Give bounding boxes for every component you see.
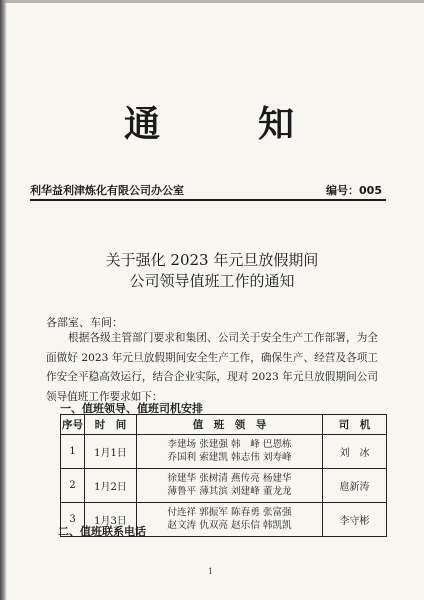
document-title-line1: 关于强化 2023 年元旦放假期间 — [105, 251, 319, 269]
header-divider — [30, 199, 386, 201]
table-row — [61, 469, 387, 503]
row-date: 1月2日 — [85, 469, 137, 503]
duty-schedule-table — [60, 414, 387, 537]
row-driver: 李守彬 — [323, 503, 387, 537]
issuing-office: 利华益利津炼化有限公司办公室 — [30, 184, 184, 197]
column-header-no: 序号 — [61, 415, 85, 435]
table-row — [61, 435, 387, 469]
salutation: 各部室、车间： — [46, 316, 123, 329]
notice-char-tong: 通 — [124, 104, 161, 145]
row-date: 1月3日 — [85, 503, 137, 537]
leaders-line: 赵文涛 仇双亮 赵乐信 韩凯凯 — [167, 519, 292, 531]
section-heading-contact-phone: 二、值班联系电话 — [58, 525, 146, 538]
row-leaders — [137, 435, 323, 469]
leaders-line: 乔国利 索建凯 韩志伟 刘寿峰 — [167, 451, 292, 463]
body-paragraph: 根据各级主管部门要求和集团、公司关于安全生产工作部署，为全面做好 2023 年元旦放假期间安全生产工作，确保生产、经营及各项工作安全平稳高效运行，结合企业实际，现对 2023 年元旦放假期间公司领导值班工作要求如下： — [46, 332, 378, 404]
row-date: 1月1日 — [85, 435, 137, 469]
column-header-driver: 司 机 — [323, 415, 387, 435]
row-driver: 刘 冰 — [323, 435, 387, 469]
row-number: 1 — [61, 435, 85, 469]
leaders-line: 徐建华 张树清 燕传亮 杨建华 — [167, 473, 292, 484]
column-header-date: 时 间 — [85, 415, 137, 435]
notice-heading — [0, 96, 424, 145]
row-driver: 扈新涛 — [323, 469, 387, 503]
issuer-row — [30, 180, 382, 198]
page-number: 1 — [208, 567, 214, 576]
leaders-line: 薄鲁平 薄其滨 刘建峰 董龙龙 — [167, 485, 292, 497]
document-title-line2: 公司领导值班工作的通知 — [129, 272, 295, 290]
scan-edge-top — [0, 0, 424, 3]
table-header-row — [61, 415, 387, 435]
scan-edge-left — [0, 0, 7, 600]
leaders-line: 付连祥 郭振军 陈春勇 张富强 — [167, 507, 292, 518]
document-number: 编号：005 — [326, 184, 382, 197]
row-leaders — [137, 503, 323, 537]
section-heading-duty-arrangement: 一、值班领导、值班司机安排 — [60, 402, 203, 415]
column-header-leaders: 值 班 领 导 — [137, 415, 323, 435]
row-leaders — [137, 469, 323, 503]
row-number: 2 — [61, 469, 85, 503]
notice-char-zhi: 知 — [258, 104, 295, 145]
row-number: 3 — [61, 503, 85, 537]
leaders-line: 李建场 张建强 韩 峰 巴恩栋 — [167, 439, 292, 450]
